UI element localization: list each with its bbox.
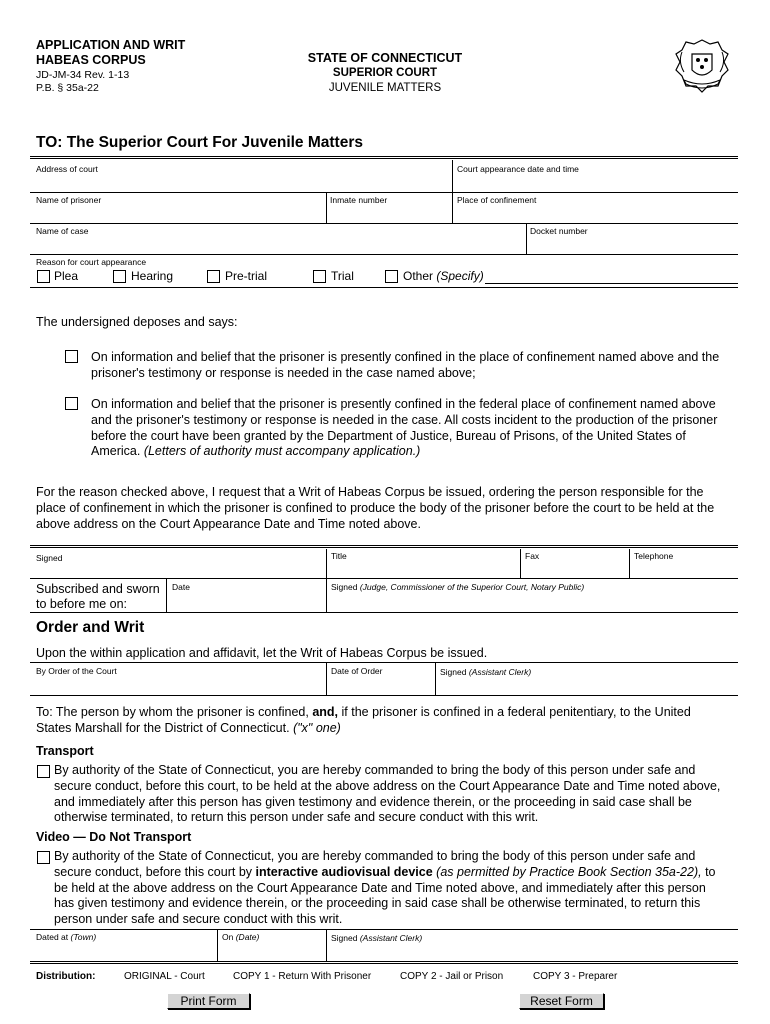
trial-label: Trial	[331, 269, 354, 283]
date-of-order-label: Date of Order	[331, 666, 383, 676]
court-state: STATE OF CONNECTICUT	[307, 51, 463, 65]
transport-checkbox[interactable]	[37, 765, 50, 778]
form-title-line1: APPLICATION AND WRIT	[36, 38, 186, 52]
order-signed-label: Signed (Assistant Clerk)	[440, 667, 532, 677]
plea-label: Plea	[54, 269, 79, 283]
court-division: JUVENILE MATTERS	[328, 82, 442, 94]
form-number: JD-JM-34 Rev. 1-13	[36, 69, 130, 81]
telephone-field[interactable]	[631, 562, 738, 577]
distribution-copy2: COPY 2 - Jail or Prison	[400, 971, 504, 982]
pretrial-label: Pre-trial	[225, 269, 268, 283]
form-title-line2: HABEAS CORPUS	[36, 53, 146, 67]
video-heading: Video — Do Not Transport	[36, 830, 192, 844]
state-seal-icon	[672, 36, 732, 96]
video-checkbox[interactable]	[37, 851, 50, 864]
option1-text: On information and belief that the prisoner is presently confined in the place of confinement named above and the prisoner's testimony or response is needed in the case named above;	[91, 350, 720, 380]
name-of-prisoner-label: Name of prisoner	[36, 195, 102, 205]
order-intro: Upon the within application and affidavit, let the Writ of Habeas Corpus be issued.	[36, 646, 488, 660]
bottom-signed-label: Signed (Assistant Clerk)	[331, 933, 423, 943]
reason-label: Reason for court appearance	[36, 257, 147, 267]
option2-checkbox[interactable]	[65, 397, 78, 410]
distribution-original: ORIGINAL - Court	[124, 971, 205, 982]
place-of-confinement-label: Place of confinement	[457, 195, 537, 205]
on-date-field[interactable]	[219, 944, 324, 960]
distribution-label: Distribution:	[36, 971, 96, 982]
signed-label: Signed	[36, 553, 63, 563]
address-of-court-label: Address of court	[36, 164, 98, 174]
by-order-label: By Order of the Court	[36, 666, 117, 676]
by-order-field[interactable]	[30, 678, 324, 694]
address-of-court-field[interactable]	[30, 170, 450, 190]
other-specify-field[interactable]	[485, 283, 738, 284]
request-text: For the reason checked above, I request that a Writ of Habeas Corpus be issued, ordering the person responsible for the place of confinement in which the prisoner is confined to produce the body of the prisoner before the court to be held at the above address on the Court Appearance Date and Time noted above.	[36, 485, 715, 531]
place-of-confinement-field[interactable]	[455, 204, 738, 222]
inmate-number-label: Inmate number	[330, 195, 388, 205]
title-label: Title	[331, 551, 347, 561]
other-specify-hint: (Specify)	[436, 269, 484, 283]
bottom-signed-field[interactable]	[328, 944, 738, 960]
docket-number-label: Docket number	[530, 226, 588, 236]
order-signed-field[interactable]	[437, 678, 738, 694]
sworn-date-field[interactable]	[168, 594, 324, 610]
hearing-label: Hearing	[131, 269, 174, 283]
sworn-text: Subscribed and sworn to before me on:	[36, 582, 160, 611]
other-label: Other (Specify)	[403, 269, 484, 283]
dated-at-label: Dated at (Town)	[36, 932, 97, 942]
name-of-prisoner-field[interactable]	[30, 204, 324, 222]
transport-text: By authority of the State of Connecticut, you are hereby commanded to bring the body of this person under safe and secure conduct, before this court, to be held at the above address on the Court Appearance Date and Time noted above, and immediately after this person has given testimony and evidence therein, or the proceeding in said case shall be otherwise terminated, to return this person under safe and secure conduct with this writ.	[54, 763, 721, 825]
other-checkbox[interactable]	[385, 270, 398, 283]
dated-at-field[interactable]	[30, 944, 215, 960]
transport-heading: Transport	[36, 744, 94, 758]
name-of-case-field[interactable]	[30, 236, 524, 253]
fax-field[interactable]	[522, 562, 627, 577]
telephone-label: Telephone	[634, 551, 674, 561]
hearing-checkbox[interactable]	[113, 270, 126, 283]
to-person-text: To: The person by whom the prisoner is confined, and, if the prisoner is confined in a federal penitentiary, to the United States Marshall for the District of Connecticut. ("x" one)	[36, 705, 691, 735]
sworn-date-label: Date	[172, 582, 190, 592]
deposes-text: The undersigned deposes and says:	[36, 315, 238, 329]
court-appearance-label: Court appearance date and time	[457, 164, 579, 174]
practice-book-rule: P.B. § 35a-22	[36, 82, 99, 94]
reset-form-button[interactable]: Reset Form	[519, 993, 604, 1009]
docket-number-field[interactable]	[528, 236, 738, 253]
court-name: SUPERIOR COURT	[332, 67, 438, 79]
pretrial-checkbox[interactable]	[207, 270, 220, 283]
inmate-number-field[interactable]	[328, 204, 450, 222]
plea-checkbox[interactable]	[37, 270, 50, 283]
to-heading: TO: The Superior Court For Juvenile Matters	[36, 134, 363, 151]
name-of-case-label: Name of case	[36, 226, 89, 236]
option1-checkbox[interactable]	[65, 350, 78, 363]
court-appearance-field[interactable]	[455, 170, 738, 190]
title-field[interactable]	[328, 562, 518, 577]
option2-text: On information and belief that the prisoner is presently confined in the federal place of confinement named above and the prisoner's testimony or response is needed in the case. All costs incident to the production of the prisoner before the court have been granted by the Department of Justice, Bureau of Prisons, of the United States of America. (Letters of authority must accompany application.)	[91, 397, 718, 459]
sworn-signed-field[interactable]	[328, 594, 738, 610]
date-of-order-field[interactable]	[328, 678, 433, 694]
signed-field[interactable]	[30, 562, 324, 577]
distribution-copy1: COPY 1 - Return With Prisoner	[233, 971, 372, 982]
trial-checkbox[interactable]	[313, 270, 326, 283]
video-text: By authority of the State of Connecticut, you are hereby commanded to bring the body of this person under safe and secure conduct, before this court by interactive audiovisual device (as permitted by Practice Book Section 35a-22), to be held at the above address on the Court Appearance Date and Time noted above, and immediately after this person has given testimony and evidence therein, or the proceeding in said case shall be otherwise terminated, to return this person under safe and secure conduct with this writ.	[54, 849, 716, 927]
fax-label: Fax	[525, 551, 540, 561]
print-form-button[interactable]: Print Form	[167, 993, 250, 1009]
order-heading: Order and Writ	[36, 619, 145, 636]
distribution-copy3: COPY 3 - Preparer	[533, 971, 618, 982]
sworn-signed-label: Signed (Judge, Commissioner of the Superior Court, Notary Public)	[331, 582, 585, 592]
on-date-label: On (Date)	[222, 932, 260, 942]
